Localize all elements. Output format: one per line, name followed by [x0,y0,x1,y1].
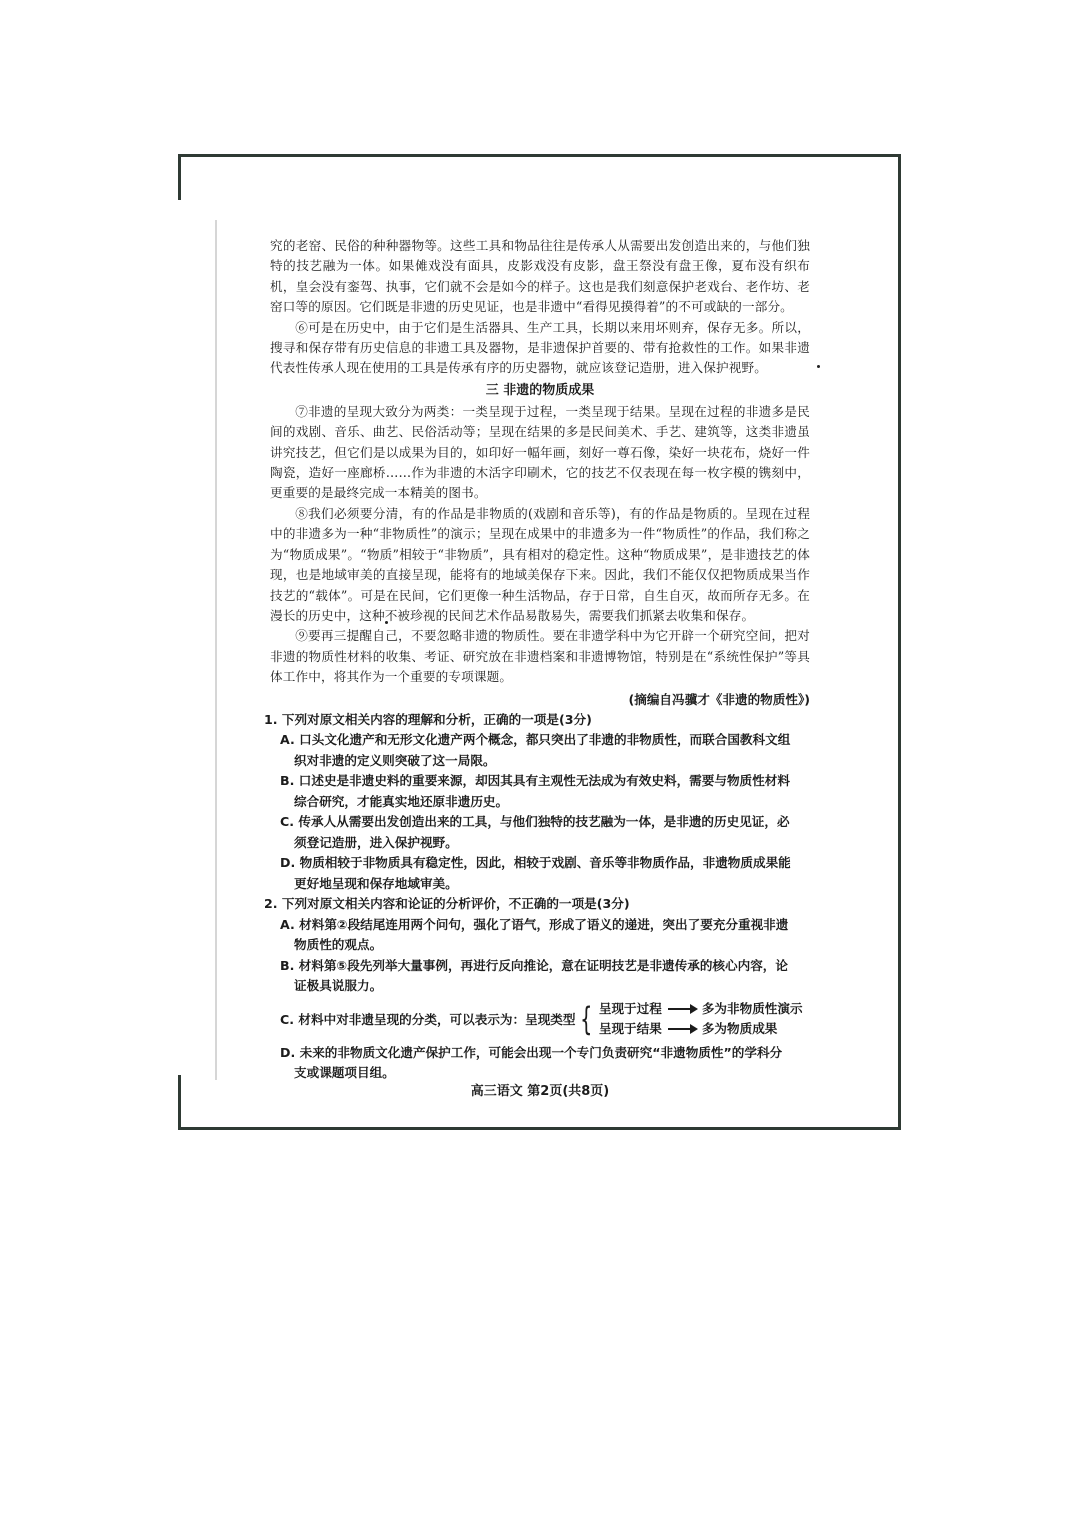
page-footer: 高三语文 第2页(共8页) [470,1084,610,1099]
question-1-option-b [280,771,812,812]
passage-paragraph-continued: 究的老窑、民俗的种种器物等。这些工具和物品往往是传承人从需要出发创造出来的，与他们独特的技艺融为一体。如果傩戏没有面具，皮影戏没有皮影，盘王祭没有盘王像，夏布没有织布机，皇会没有銮驾、执事，它们就不会是如今的样子。这也是我们刻意保护老戏台、老作坊、老窑口等的原因。它们既是非遗的历史见证，也是非遗中“看得见摸得着”的不可或缺的一部分。 [270,238,810,315]
diagram-branch [599,999,803,1019]
option-text: 证极具说服力。 [294,978,383,994]
option-text: 支或课题项目组。 [294,1065,395,1081]
scan-speck [817,365,820,368]
option-text: 综合研究，才能真实地还原非遗历史。 [294,793,509,809]
passage-paragraph-8: ⑧我们必须要分清，有的作品是非物质的(戏剧和音乐等)，有的作品是物质的。呈现在过程中的非遗多为一种“非物质性”的演示；呈现在成果中的非遗多为一件“物质性”的作品，我们称之为“物质成果”。“物质”相较于“非物质”，具有相对的稳定性。这种“物质成果”，是非遗技艺的体现，也是地域审美的直接呈现，能将有的地域美保存下来。因此，我们不能仅仅把物质成果当作技艺的“载体”。可是在民间，它们更像一种生活物品，存于日常，自生自灭，故而所存无多。在漫长的历史中，这种不被珍视的民间艺术作品易散易失，需要我们抓紧去收集和保存。 [270,505,810,623]
passage-paragraph-6: ⑥可是在历史中，由于它们是生活器具、生产工具，长期以来用坏则弃，保存无多。所以，搜寻和保存带有历史信息的非遗工具及器物，是非遗保护首要的、带有抢救性的工作。如果非遗代表性传承人现在使用的工具是传承有序的历史器物，就应该登记造册，进入保护视野。 [270,319,810,376]
reading-passage [270,236,810,710]
scan-edge [215,220,217,1080]
frame-bottom [178,1127,901,1130]
question-section [264,710,812,1084]
brace-icon: { [580,999,593,1038]
question-2-option-d [280,1043,812,1084]
question-2-option-c [280,999,812,1039]
exam-page-content [264,236,810,1084]
option-text: D. 物质相较于非物质具有稳定性，因此，相较于戏剧、音乐等非物质作品，非遗物质成果能 [280,855,791,871]
option-text: 更好地呈现和保存地域审美。 [294,875,458,891]
frame-right [898,154,901,1130]
question-1-option-c [280,812,812,853]
question-2-option-b [280,956,812,997]
question-1-option-a [280,730,812,771]
option-text: A. 口头文化遗产和无形文化遗产两个概念，都只突出了非遗的非物质性，而联合国教科文组 [280,732,791,748]
classification-diagram [599,999,803,1039]
branch-result: 多为物质成果 [701,1020,778,1036]
branch-label: 呈现于过程 [598,1000,662,1016]
section-heading: 三 非遗的物质成果 [485,382,595,398]
frame-left [178,154,181,200]
frame-top [178,154,901,157]
passage-paragraph-9: ⑨要再三提醒自己，不要忽略非遗的物质性。要在非遗学科中为它开辟一个研究空间，把对非遗的物质性材料的收集、考证、研究放在非遗档案和非遗博物馆，特别是在“系统性保护”等具体工作中，将其作为一个重要的专项课题。 [270,628,810,685]
question-1 [264,710,812,895]
option-text: 织对非遗的定义则突破了这一局限。 [294,752,496,768]
frame-left-bottom [178,1075,181,1130]
question-2-option-a [280,915,812,956]
right-arrow-icon [668,1028,696,1030]
option-text: B. 口述史是非遗史料的重要来源，却因其具有主观性无法成为有效史料，需要与物质性材料 [280,773,790,789]
option-text: C. 传承人从需要出发创造出来的工具，与他们独特的技艺融为一体，是非遗的历史见证，必 [280,814,790,830]
option-text: C. 材料中对非遗呈现的分类，可以表示为：呈现类型 [280,1012,576,1028]
option-text: D. 未来的非物质文化遗产保护工作，可能会出现一个专门负责研究“非遗物质性”的学科分 [280,1044,783,1060]
question-1-option-d [280,853,812,894]
passage-source: (摘编自冯骥才《非遗的物质性》) [628,691,810,707]
option-text: 物质性的观点。 [294,937,383,953]
right-arrow-icon [668,1008,696,1010]
diagram-branch [599,1019,803,1039]
question-2 [264,894,812,1084]
option-text: 须登记造册，进入保护视野。 [294,834,458,850]
passage-paragraph-7: ⑦非遗的呈现大致分为两类：一类呈现于过程，一类呈现于结果。呈现在过程的非遗多是民间的戏剧、音乐、曲艺、民俗活动等；呈现在结果的多是民间美术、手艺、建筑等，这类非遗虽讲究技艺，但它们是以成果为目的，如印好一幅年画，刻好一尊石像，染好一块花布，烧好一件陶瓷，造好一座廊桥……作为非遗的木活字印刷术，它的技艺不仅表现在每一枚字模的镌刻中，更重要的是最终完成一本精美的图书。 [270,403,810,501]
question-1-stem: 1. 下列对原文相关内容的理解和分析，正确的一项是(3分) [264,711,592,727]
option-text: B. 材料第⑤段先列举大量事例，再进行反向推论，意在证明技艺是非遗传承的核心内容，论 [280,957,788,973]
option-text: A. 材料第②段结尾连用两个问句，强化了语气，形成了语义的递进，突出了要充分重视非遗 [280,916,789,932]
question-2-stem: 2. 下列对原文相关内容和论证的分析评价，不正确的一项是(3分) [264,896,630,912]
branch-label: 呈现于结果 [598,1020,662,1036]
branch-result: 多为非物质性演示 [701,1000,803,1016]
